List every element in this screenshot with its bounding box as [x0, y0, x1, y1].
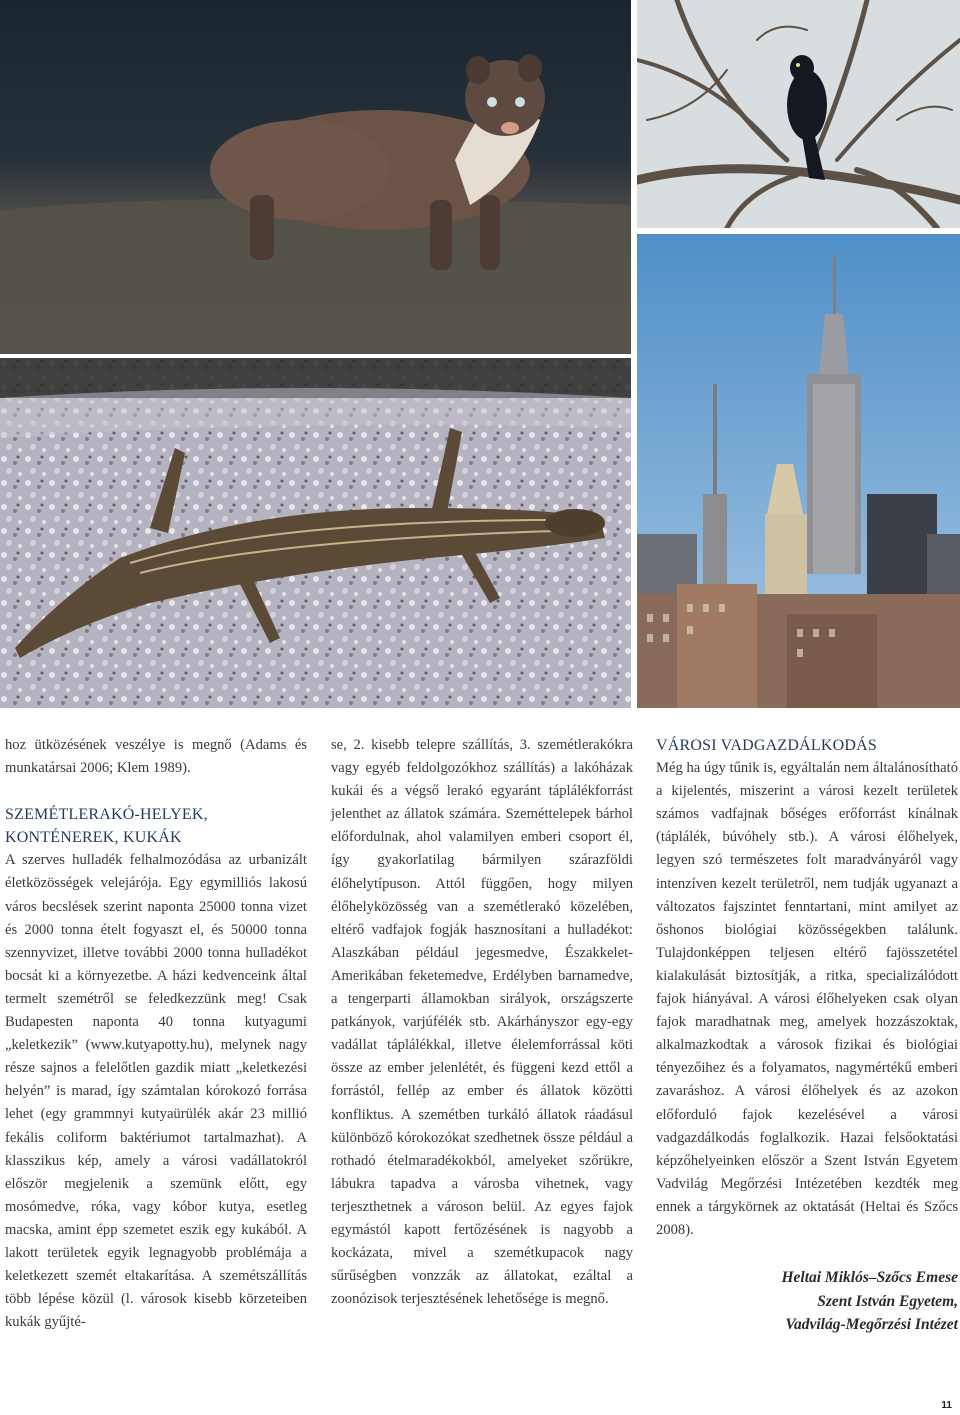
paragraph: Még ha úgy tűnik is, egyáltalán nem általánosítható a kijelentés, miszerint a városi kezelt területek számos vadfajnak bőséges erőforrást kínálnak (táplálék, búvóhely stb.). A városi élőhelyek, legyen szó természetes folt maradványáról vagy intenzíven kezelt területről, nem tudják ugyanazt a változatos fajszintet fenntartani, mint amilyet az őshonos biológiai közösségekben találunk. Tulajdonképpen teljesen eltérő fajösszetétel kialakulását biztosítják, a ritka, specializálódott fajok hiányával. A városi élőhelyeken csak olyan fajok maradhatnak meg, amelyek hozzászoktak, alkalmazkodtak a városok fizikai és biológiai tényezőihez és a folyamatos, nagymértékű emberi zavaráshoz. A városi élőhelyek és az azokon előforduló fajok kezelésével a városi vadgazdálkodás foglalkozik. Hazai felsőoktatási képzőhelyeinken először a Szent István Egyetem Vadvilág Megőrzési Intézetében kezdték meg ennek a tárgykörnek az oktatását (Heltai és Szőcs 2008). [656, 760, 958, 1238]
page-number: 11 [941, 1400, 952, 1411]
paragraph: A szerves hulladék felhalmozódása az urbanizált életközösségek velejárója. Egy egymilliós lakosú város becslések szerint naponta 25000 tonna vizet és 2000 tonna ételt fogyaszt el, és 50000 tonna szennyvizet, illetve további 2000 tonna hulladékot bocsát ki a környezetbe. A házi kedvenceink által termelt szemétről se feledkezzünk meg! Csak Budapesten naponta 40 tonna kutyagumi „keletkezik” (www.kutyapotty.hu), melynek nagy része sajnos a felelőtlen gazdik miatt „keletkezési helyén” is marad, így számtalan kórokozó forrása lehet (egy grammnyi kutyaürülék akár 23 millió fekális coliform baktériumot tartalmazhat). A klasszikus kép, amely a városi vadállatokról először megjelenik a szemünk előtt, egy mosómedve, róka, vagy kóbor kutya, esetleg macska, amint épp szemetet eszik egy kukából. A lakott területek egyik legnagyobb problémája a keletkezett szemét eltakarítása. A szemétszállítás több lépése közül (l. városok kisebb körzeteiben kukák gyűjté- [5, 852, 307, 1331]
paragraph: hoz ütközésének veszélye is megnő (Adams és munkatársai 2006; Klem 1989). [5, 737, 307, 777]
author-institute: Vadvilág-Megőrzési Intézet [785, 1316, 958, 1334]
lizard-photo [0, 358, 631, 708]
text-column-3 [656, 734, 958, 1337]
marten-photo [0, 0, 631, 354]
section-heading: KONTÉNEREK, KUKÁK [5, 829, 182, 847]
author-signature [656, 1266, 958, 1337]
bird-photo [637, 0, 960, 228]
section-heading: SZEMÉTLERAKÓ-HELYEK, [5, 806, 208, 824]
city-skyline-photo [637, 234, 960, 708]
text-column-1 [5, 734, 307, 1334]
text-column-2 [331, 734, 633, 1311]
author-affiliation: Szent István Egyetem, [817, 1292, 958, 1310]
paragraph: se, 2. kisebb telepre szállítás, 3. szemétlerakókra vagy egyéb feldolgozókhoz szállítás) a lakóházak kukái és a végső lerakó egyaránt táplálékforrást jelenthet az állatok számára. Szeméttelepek bárhol előfordulnak, ahol valamilyen emberi csoport él, így gyakorlatilag bármilyen szárazföldi élőhelytípuson. Attól függően, hogy milyen élőhelyközösség van a szemétlerakó közelében, eltérő vadfajok fogják hasznosítani a hulladékot: Alaszkában például jegesmedve, Északkelet-Amerikában feketemedve, Erdélyben barnamedve, a tengerparti államokban sirályok, országszerte patkányok, varjúfélék stb. Akárhányszor egy-egy vadállat táplálékkal, illetve élelemforrással köti össze az ember jelenlétét, és függeni kezd ettől a forrástól, fellép az ember és állatok közötti konfliktus. A szemétben turkáló állatok ráadásul különböző kórokozókat szedhetnek össze például a rothadó ételmaradékokból, amelyeket szőrükre, lábukra tapadva a városba vihetnek, vagy terjeszthetnek a városon belül. Az egyes fajok egymástól kapott fertőzésének is nagyobb a kockázata, mivel a szemétkupacok nagy sűrűségben vonzzák az állatokat, ezáltal a zoonózisok terjesztésének lehetősége is megnő. [331, 737, 633, 1308]
section-heading: VÁROSI VADGAZDÁLKODÁS [656, 737, 877, 754]
author-names: Heltai Miklós–Szőcs Emese [781, 1269, 958, 1287]
